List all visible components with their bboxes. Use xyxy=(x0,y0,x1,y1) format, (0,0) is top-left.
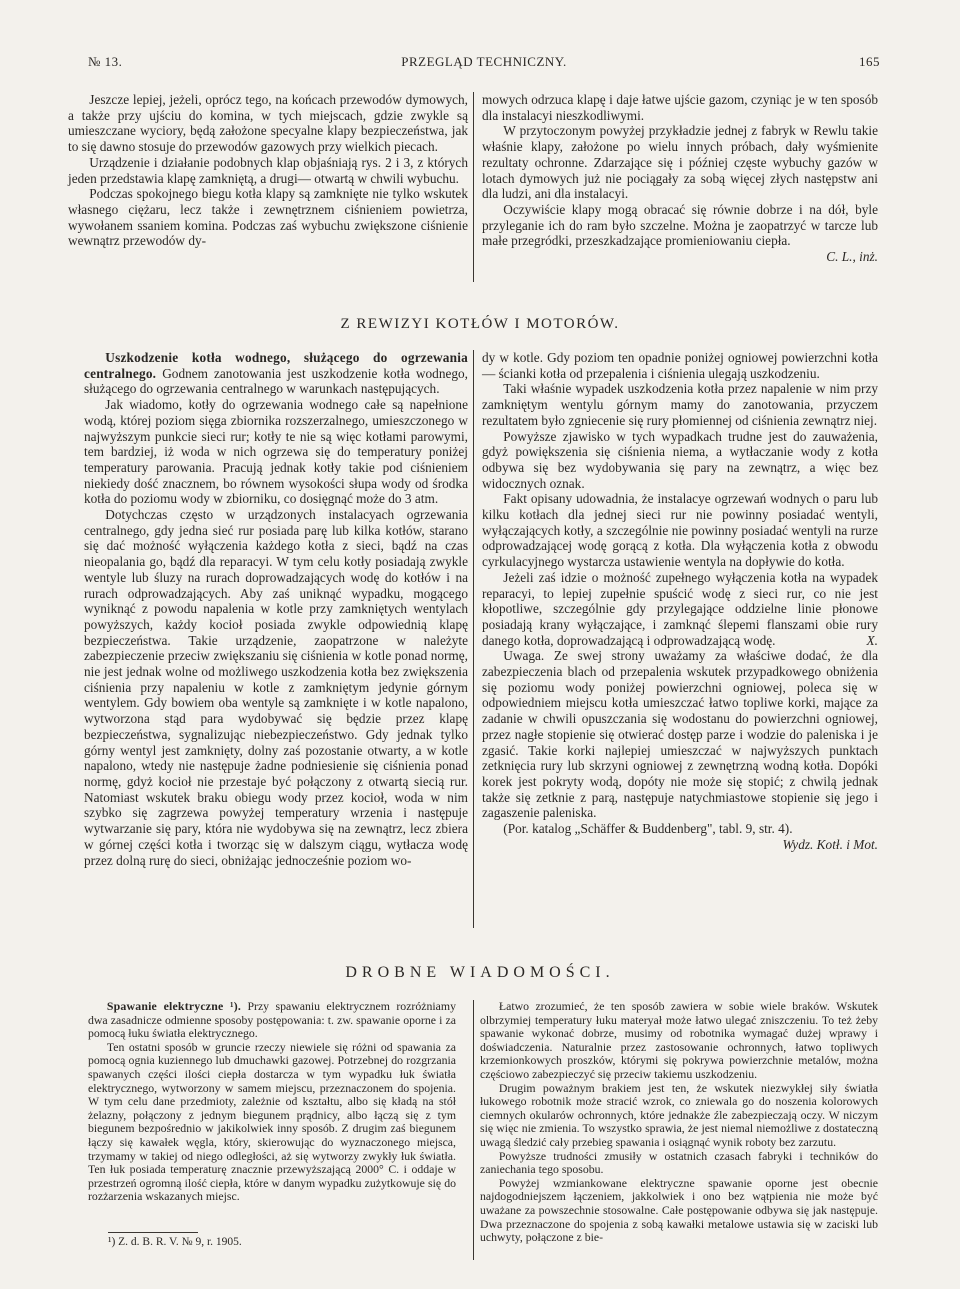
column-divider xyxy=(473,1000,474,1260)
paragraph: Podczas spokojnego biegu kotła klapy są zamknięte nie tylko wskutek własnego ciężaru, lecz także i zewnętrznem ciśnieniem powietrza, wywołanem ssaniem komina. Podczas zaś wybuchu zwiększone ciśnienie wewnątrz przewodów dy- xyxy=(68,186,468,249)
paragraph: (Por. katalog „Schäffer & Buddenberg", tabl. 9, str. 4). xyxy=(503,821,793,837)
paragraph: mowych odrzuca klapę i daje łatwe ujście gazom, czyniąc je w ten sposób dla instalacyi nieszkodliwymi. xyxy=(482,92,878,123)
paragraph: Powyższe zjawisko w tych wypadkach trudne jest do zauważenia, gdyż powiększenia się ciśnienia niema, a wytłaczanie wody z kotła odbywa się bez wydobywania się pary na zewnątrz, a więc bez widocznych oznak. xyxy=(482,428,878,491)
running-header xyxy=(88,54,880,74)
signature-x: X. xyxy=(866,632,878,648)
paragraph: Powyższe trudności zmusiły w ostatnich czasach fabryki i techników do zaniechania tego sposobu. xyxy=(480,1148,878,1177)
section3-left-column xyxy=(88,1000,456,1204)
paragraph: Fakt opisany udowadnia, że instalacye ogrzewań wodnych o paru lub kilku kotłach dla jednej sieci rur nie powinny posiadać wentyli, wyłączających kotły, a szczególnie nie powinny posiadać wentyli na rurze odprowadzającej wodę gorącą z kotła. Dla wyłączenia kotła z obwodu cyrkulacyjnego wystarcza ustawienie wentyla na dopływie do kotła. xyxy=(482,491,878,570)
section2-left-column xyxy=(84,350,468,868)
footnote: ¹) Z. d. B. R. V. № 9, r. 1905. xyxy=(108,1236,242,1248)
article-signature: C. L., inż. xyxy=(826,249,878,265)
footnote-rule xyxy=(108,1232,198,1233)
page-number: 165 xyxy=(859,54,880,69)
paragraph: Uszkodzenie kotła wodnego, służącego do ogrzewania centralnego. Godnem zanotowania jest uszkodzenie kotła wodnego, służącego do ogrzewania centralnego w warunkach następujących. xyxy=(84,350,468,397)
section3-right-column xyxy=(480,1000,878,1245)
paragraph: Jeżeli zaś idzie o możność zupełnego wyłączenia kotła na wypadek reparacyi, to lepiej zupełnie spuścić wodę z sieci rur, co nie jest kłopotliwe, szczególnie gdy przylegające oddzielne linie płonowe posiadają krany wyłączające, i zamknąć ślepemi flanszami obie rury danego kotła, doprowadzającą i odprowadzającą wodę. X. xyxy=(482,569,878,648)
paragraph: W przytoczonym powyżej przykładzie jednej z fabryk w Rewlu takie właśnie klapy, założone po wielu innych próbach, dały wyśmienite rezultaty ochronne. Zdarzające się i później częste wybuchy gazów w lotach dymowych już nie pociągały za sobą więcej złych następstw ani dla ludzi, ani dla instalacyi. xyxy=(482,123,878,202)
article1-right-column xyxy=(482,92,878,265)
paragraph: Drugim poważnym brakiem jest ten, że wskutek niezwykłej siły światła łukowego robotnik może stracić wzrok, co zniewala go do noszenia kolorowych ciemnych okularów ochronnych, które jednakże źle zabezpieczają oczy. W niczym się więc nie zmienia. To wszystko sprawia, że jest niemal niemożliwe z dostateczną uwagą śledzić cały przebieg spawania i osiągnąć wynik roboty bez zarzutu. xyxy=(480,1080,878,1149)
paragraph: Oczywiście klapy mogą obracać się równie dobrze i na dół, byle przyleganie ich do ram było szczelne. Można je zaopatrzyć w tarcze lub małe przegródki, przeszkadzające promieniowaniu ciepła. xyxy=(482,201,878,249)
column-divider xyxy=(473,92,474,282)
section2-right-column xyxy=(482,350,878,853)
paragraph: Dotychczas często w urządzonych instalacyach ogrzewania centralnego, gdy jedna sieć rur posiada parę lub kilka kotłów, starano się dać możność wyłączenia każdego kotła z sieci, bądź na czas nieopalania go, bądź dla reparacyi. W tym celu kotły posiadają zwykle wentyle lub śluzy na rurach doprowadzających wodę do kotłów i na rurach odprowadzających. Aby zaś uniknąć wypadku, mogącego wyniknąć z powodu napalenia w kotle przy zamkniętych wentylach powyższych, każdy kocioł posiada zwykle odpowiednią klapę bezpieczeństwa. Takie urządzenie, zaopatrzone w należyte zabezpieczenie przeciw zwiększaniu się ciśnienia w kotle ponad normę, nie jest jednak wolne od możliwego uszkodzenia kotła bez zwiększenia ciśnienia przy napaleniu w kotle z zamkniętym jedynie górnym wentylem. Gdy bowiem oba wentyle są zamknięte i w kotle napalono, wytworzona stąd para wydobywać się będzie przez klapę bezpieczeństwa, sygnalizując niebezpieczeństwo. Gdy jednak tylko górny wentyl jest zamknięty, dolny zaś pozostanie otwarty, a w kotle napalono, wtedy nie następuje żadne podniesienie się ciśnienia ponad normę, gdyż kocioł nie przestaje być połączony z otwartą siecią rur. Natomiast wskutek braku obiegu wody przez kocioł, woda w nim szybko się zagrzewa powyżej temperatury wrzenia i następuje wytwarzanie się pary, która nie wydobywa się na zewnątrz, lecz zbiera w górnej części kotła i tworząc się w dalszym ciągu, wytłacza wodę przez dolną rurę do sieci, obniżając jednocześnie poziom wo- xyxy=(84,507,468,868)
paragraph: Łatwo zrozumieć, że ten sposób zawiera w sobie wiele braków. Wskutek olbrzymiej temperatury łuku materyał może łatwo ulegać zniszczeniu. To też żeby spawanie wykonać dobrze, musimy od robotnika wymagać dużej wprawy i doświadczenia. Naturalnie przez zastosowanie ochronnych, łatwo topliwych krzemionkowych proszków, którymi się pokrywa powierzchnie metalów, można częściowo zabezpieczyć się przeciw takiemu uszkodzeniu. xyxy=(480,999,878,1081)
paragraph: Spawanie elektryczne ¹). Przy spawaniu elektrycznem rozróżniamy dwa zasadnicze odmienne sposoby postępowania: t. zw. spawanie oporne i za pomocą łuku światła elektrycznego. xyxy=(88,999,456,1041)
paragraph: Powyżej wzmiankowane elektryczne spawanie oporne jest obecnie najdogodniejszem łączeniem, jakkolwiek i ono bez wątpienia nie może być uważane za powszechnie stosowalne. Całe postępowanie odbywa się jak następuje. Dwa przeznaczone do spojenia z sobą kawałki metalowe ustawia się w zaciski lub uchwyty, połączone z bie- xyxy=(480,1175,878,1245)
paragraph: Ten ostatni sposób w gruncie rzeczy niewiele się różni od spawania za pomocą ognia kuziennego lub dmuchawki gazowej. Potrzebnej do rozgrzania spawanych części ilości ciepła dostarcza w tym wypadku łuk światła elektrycznego, wytworzony w samem miejscu, przeznaczonem do spojenia. W tym celu dane przedmioty, zależnie od kształtu, albo się kładą na stół żelazny, połączony z jednym biegunem prądnicy, albo łączą się z tym biegunem bezpośrednio w jakikolwiek inny sposób. Z drugim zaś biegunem łączy się kawałek węgla, który, skierowując do wyznaczonego miejsca, trzymamy w takiej od niego odległości, aż się wytworzy zwykły łuk światła. Ten łuk posiada temperaturę znacznie przewyższającą 2000° C. i oddaje w przestrzeń ogromną ilość ciepła, które w danym wypadku zużytkowuje się do rozżarzenia wskazanych miejsc. xyxy=(88,1039,456,1204)
paragraph: Jeszcze lepiej, jeżeli, oprócz tego, na końcach przewodów dymowych, a także przy ujściu do komina, w tych miejscach, gdzie zwykle są umieszczane wyciory, będą założone specyalne klapy bezpieczeństwa, jak to się dawno stosuje do przewodów gazowych przy wielkich piecach. xyxy=(68,92,468,155)
paragraph: dy w kotle. Gdy poziom ten opadnie poniżej ogniowej powierzchni kotła — ścianki kotła od przepalenia i ciśnienia ulegają uszkodzeniu. xyxy=(482,350,878,381)
paragraph: Taki właśnie wypadek uszkodzenia kotła przez napalenie w nim przy zamkniętym wentylu górnym mamy do zanotowania, przyczem rezultatem było zgniecenie się rury płomiennej od ciśnienia zewnątrz niej. xyxy=(482,381,878,428)
section-title-boiler-inspection: Z REWIZYI KOTŁÓW I MOTORÓW. xyxy=(340,316,620,332)
article1-left-column xyxy=(68,92,468,249)
article-signature: Wydz. Kotł. i Mot. xyxy=(782,836,878,852)
column-divider xyxy=(473,350,474,928)
paragraph: Jak wiadomo, kotły do ogrzewania wodnego całe są napełnione wodą, której poziom sięga zbiornika rozszerzalnego, umieszczonego w najwyższym punkcie sieci rur; kotły te nie są więc kotłami parowymi, tem bardziej, iż woda w nich ogrzewa się do temperatury poniżej temperatury parowania. Pracują jednak kotły takie pod ciśnieniem niekiedy dość znacznem, bo równem wysokości słupa wody od środka kotła do poziomu wody w zbiorniku, co dosięgnąć może do 3 atm. xyxy=(84,397,468,507)
issue-number: № 13. xyxy=(88,54,123,69)
article-lead: Uszkodzenie kotła wodnego, służącego do ogrzewania centralnego. xyxy=(84,350,468,381)
section-title-short-news: DROBNE WIADOMOŚCI. xyxy=(345,964,615,981)
article-lead: Spawanie elektryczne ¹). xyxy=(106,999,242,1013)
paragraph: Uwaga. Ze swej strony uważamy za właściwe dodać, że dla zabezpieczenia blach od przepalenia wskutek przypadkowego obniżenia się poziomu wody poniżej powierzchni ogniowej, poleca się w odpowiedniem miejscu kotła umieszczać łatwo topliwe korki, mające za zadanie w chwili opuszczania się wodostanu do powierzchni ogniowej, przez nagłe stopienie się otwierać dostęp parze i wodzie do paleniska i je zgasić. Takie korki najlepiej umieszczać w najwyższych punktach zetknięcia rury lub skrzyni ogniowej z zewnętrzną wodną kotła. Dopóki korek jest pokryty wodą, dopóty nie może się stopić; z chwilą jednak także się zetknie z parą, następuje natychmiastowe stopienie się jego i zagaszenie paleniska. xyxy=(482,648,878,821)
paragraph: Urządzenie i działanie podobnych klap objaśniają rys. 2 i 3, z których jeden przedstawia klapę zamkniętą, a drugi— otwartą w chwili wybuchu. xyxy=(68,154,468,186)
journal-title: PRZEGLĄD TECHNICZNY. xyxy=(401,54,567,69)
